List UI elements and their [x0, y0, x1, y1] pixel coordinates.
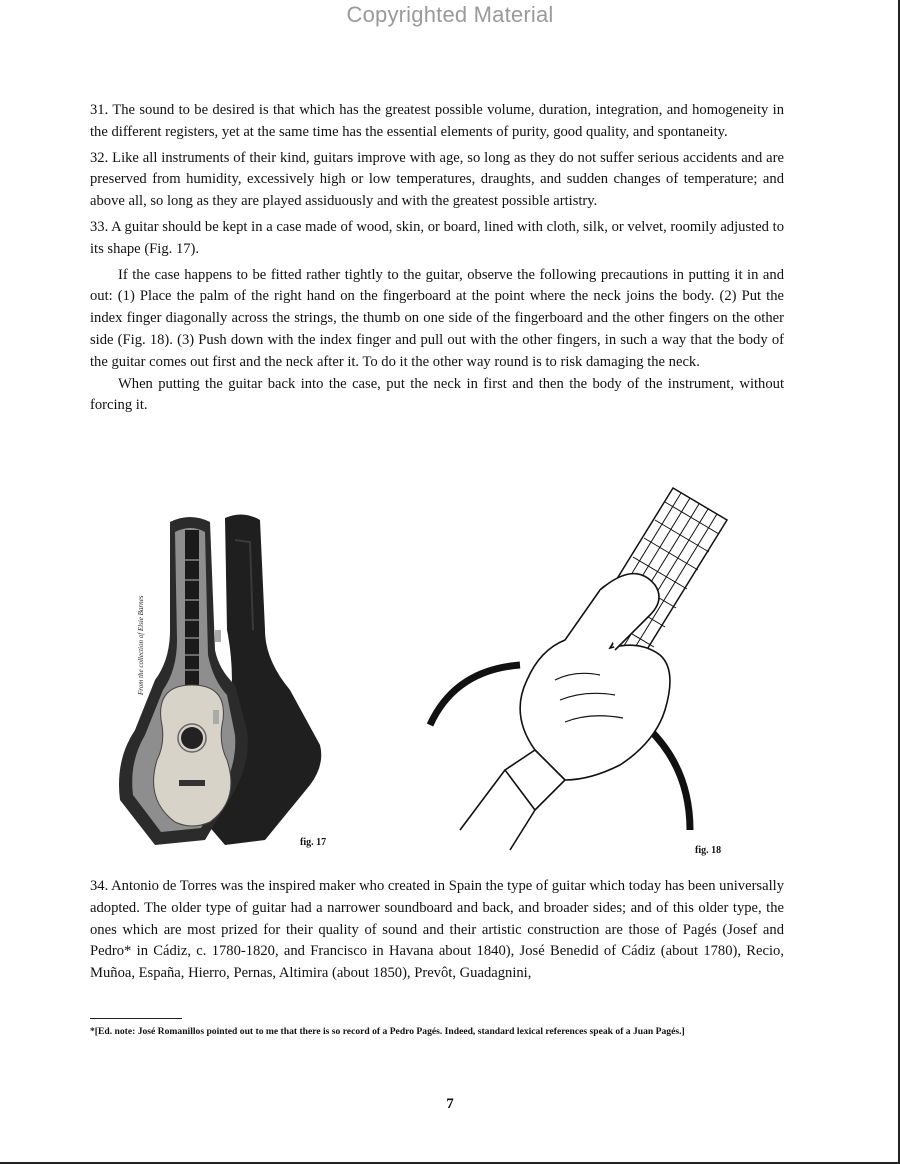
copyright-watermark: Copyrighted Material: [346, 2, 554, 27]
figure-17-caption: fig. 17: [300, 837, 327, 848]
paragraph-33: [90, 217, 784, 261]
paragraph-31: [90, 100, 784, 144]
hand-on-fingerboard-drawing: [415, 480, 785, 870]
paragraph-case-precautions: If the case happens to be fitted rather tightly to the guitar, observe the following precautions in putting it in and out: (1) Place the palm of the right hand on the fingerboard at the point where the neck joins the body. (2) Put the index finger diagonally across the strings, the thumb on one side of the fingerboard and the other fingers on the other side (Fig. 18). (3) Push down with the index finger and pull out with the other fingers, in such a way that the body of the guitar comes out first and the neck after it. To do it the other way round is to risk damaging the neck.: [90, 266, 784, 370]
paragraph-putting-back: When putting the guitar back into the case, put the neck in first and then the body of the instrument, without forcing it.: [90, 375, 784, 414]
page-number: 7: [446, 1096, 454, 1112]
paragraph-text: Like all instruments of their kind, guitars improve with age, so long as they do not suffer serious accidents and are preserved from humidity, excessively high or low temperatures, draughts, and sudden changes of temperature; and above all, so long as they are played assiduously and with the greatest possible artistry.: [90, 149, 784, 210]
figure-18: [415, 480, 785, 870]
lower-text: [90, 876, 784, 989]
upper-text: [90, 100, 784, 417]
guitar-case-photo: [115, 510, 370, 850]
paragraph-text: The sound to be desired is that which has the greatest possible volume, duration, integration, and homogeneity in the different registers, yet at the same time has the essential elements of purity, good quality, and spontaneity.: [90, 102, 784, 140]
paragraph-text: A guitar should be kept in a case made of wood, skin, or board, lined with cloth, silk, or velvet, roomily adjusted to its shape (Fig. 17).: [90, 218, 785, 257]
paragraph-number: 33.: [90, 218, 109, 235]
figure-17: [115, 510, 370, 850]
footnote: *[Ed. note: José Romanillos pointed out to me that there is so record of a Pedro Pagés. Indeed, standard lexical references speak of a Juan Pagés.]: [90, 1026, 685, 1037]
paragraph-32: [90, 148, 784, 213]
paragraph-number: 32.: [90, 149, 109, 166]
paragraph-number: 31.: [90, 102, 109, 118]
paragraph-34: [90, 876, 784, 985]
footnote-divider: [90, 1018, 182, 1019]
photo-credit: From the collection of Elsie Barnes: [137, 595, 145, 695]
figure-18-caption: fig. 18: [695, 845, 722, 856]
paragraph-number: 34.: [90, 878, 109, 894]
paragraph-text: Antonio de Torres was the inspired maker who created in Spain the type of guitar which today has been universally adopted. The older type of guitar had a narrower soundboard and back, and broader sides; and of this older type, the ones which are most prized for their quality of sound and their artistic construction are those of Pagés (Josef and Pedro* in Cádiz, c. 1780-1820, and Francisco in Havana about 1840), José Benedid of Cádiz (about 1780), Recio, Muñoa, España, Hierro, Pernas, Altimira (about 1850), Prevôt, Guadagnini,: [90, 878, 784, 982]
figures-area: [90, 480, 790, 870]
